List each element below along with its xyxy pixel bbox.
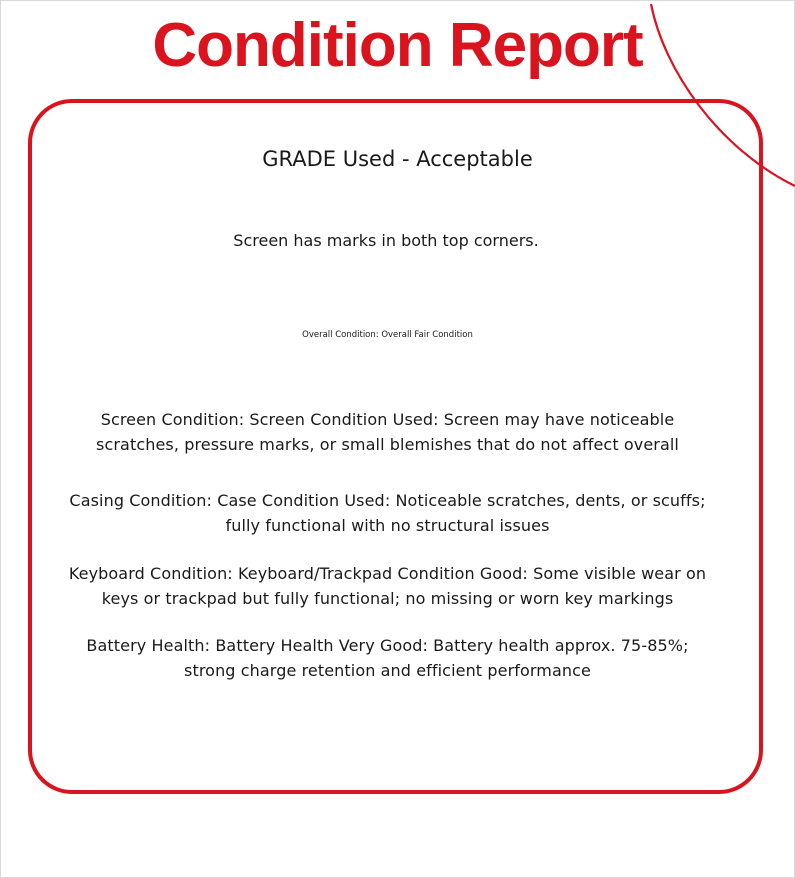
overall-condition: Overall Condition: Overall Fair Condition	[302, 330, 473, 340]
condition-note: Screen has marks in both top corners.	[233, 231, 539, 250]
grade-label: GRADE Used - Acceptable	[262, 147, 533, 171]
keyboard-condition: Keyboard Condition: Keyboard/Trackpad Condition Good: Some visible wear on keys or trackpad but fully functional; no missing or worn key markings	[68, 564, 707, 608]
page-title: Condition Report	[152, 11, 643, 80]
casing-condition: Casing Condition: Case Condition Used: Noticeable scratches, dents, or scuffs; fully functional with no structural issues	[69, 491, 706, 535]
battery-health: Battery Health: Battery Health Very Good: Battery health approx. 75-85%; strong charge retention and efficient performance	[86, 636, 689, 680]
screen-condition: Screen Condition: Screen Condition Used: Screen may have noticeable scratches, pressure marks, or small blemishes that do not affect overall	[96, 410, 679, 454]
